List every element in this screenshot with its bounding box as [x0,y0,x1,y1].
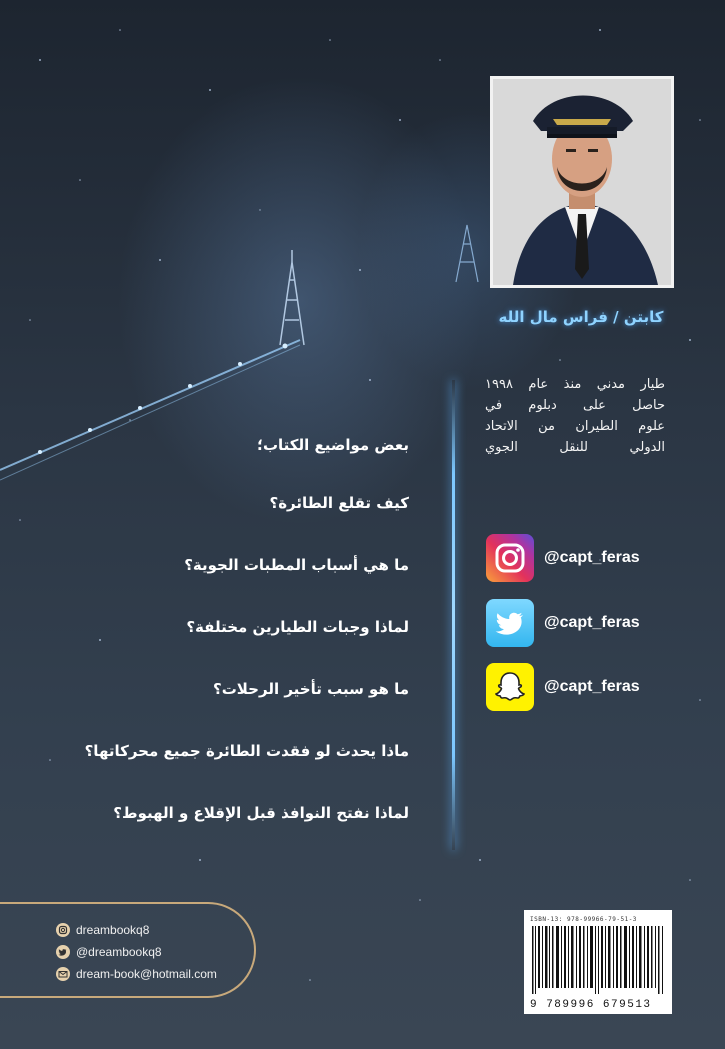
publisher-email [56,967,217,981]
twitter-icon [486,599,534,647]
bio-line: علوم الطيران من الاتحاد [485,419,665,434]
author-bio [485,374,665,458]
social-handle: @capt_feras [544,614,640,631]
author-name: كابتن / فراس مال الله [498,308,664,326]
twitter-icon [56,945,70,959]
glowing-divider [452,380,455,850]
barcode-bars [530,926,666,994]
social-twitter [486,598,666,648]
social-snapchat [486,662,666,712]
isbn-number: 9 789996 679513 [530,999,652,1011]
topic-item: لماذا وجبات الطيارين مختلفة؟ [186,618,409,636]
instagram-icon [486,534,534,582]
topic-item: كيف تقلع الطائرة؟ [269,494,409,512]
publisher-email-address: dream-book@hotmail.com [76,967,217,981]
publisher-instagram-handle: dreambookq8 [76,923,150,937]
captain-portrait-image [493,79,671,285]
publisher-twitter-handle: @dreambookq8 [76,945,162,959]
bio-line: حاصل على دبلوم في [485,398,665,413]
topic-item: ماذا يحدث لو فقدت الطائرة جميع محركاتها؟ [84,742,409,760]
instagram-icon [56,923,70,937]
radio-tower [280,250,304,345]
social-handle: @capt_feras [544,678,640,695]
author-photo [490,76,674,288]
bio-line: طيار مدني منذ عام ١٩٩٨ [485,377,665,392]
isbn-label: ISBN-13: 978-99966-79-51-3 [530,916,637,923]
mail-icon [56,967,70,981]
isbn-barcode [524,910,672,1014]
topic-item: ما هو سبب تأخير الرحلات؟ [213,680,409,698]
topic-item: ما هي أسباب المطبات الجوية؟ [184,556,409,574]
topics-heading: بعض مواضيع الكتاب؛ [256,436,409,454]
bio-line: الدولي للنقل الجوي [485,440,665,455]
social-handle: @capt_feras [544,549,640,566]
publisher-twitter [56,945,162,959]
book-topics [85,436,409,866]
snapchat-icon [486,663,534,711]
social-instagram [486,533,666,583]
publisher-instagram [56,923,149,937]
topic-item: لماذا نفتح النوافذ قبل الإقلاع و الهبوط؟ [113,804,409,822]
